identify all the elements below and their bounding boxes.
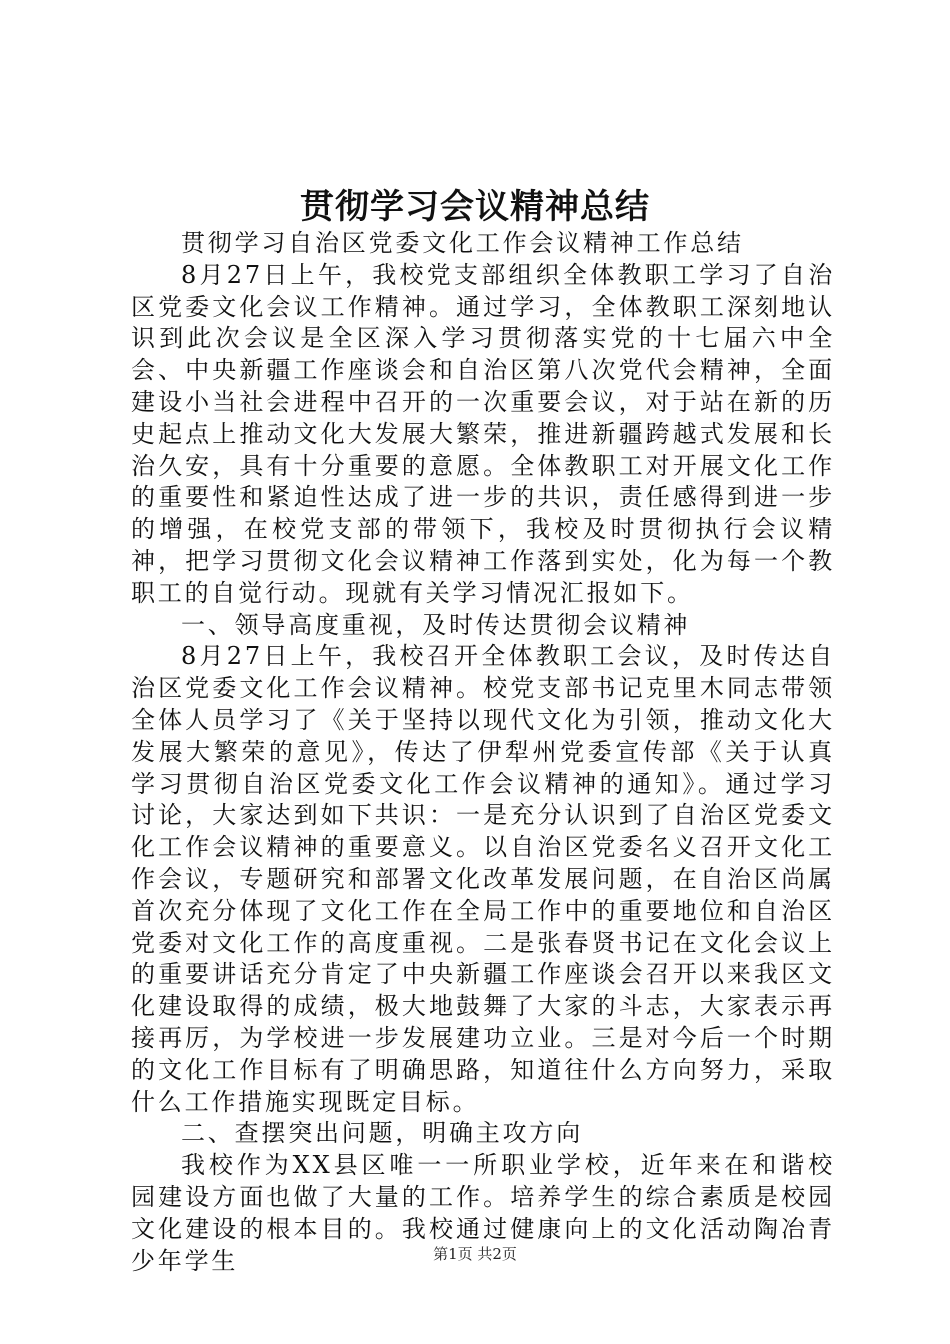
intro-paragraph: 8月27日上午，我校党支部组织全体教职工学习了自治区党委文化会议工作精神。通过学习，全体教职工深刻地认识到此次会议是全区深入学习贯彻落实党的十七届六中全会、中央新疆工作座谈会和自治区第八次党代会精神，全面建设小当社会进程中召开的一次重要会议，对于站在新的历史起点上推动文化大发展大繁荣，推进新疆跨越式发展和长治久安，具有十分重要的意愿。全体教职工对开展文化工作的重要性和紧迫性达成了进一步的共识，责任感得到进一步的增强，在校党支部的带领下，我校及时贯彻执行会议精神，把学习贯彻文化会议精神工作落到实处，化为每一个教职工的自觉行动。现就有关学习情况汇报如下。 (131, 260, 835, 607)
document-body (131, 228, 835, 1277)
section-heading-2: 二、查摆突出问题，明确主攻方向 (181, 1119, 583, 1148)
section-heading-1: 一、领导高度重视，及时传达贯彻会议精神 (181, 610, 691, 639)
section-2-paragraph: 我校作为XX县区唯一一所职业学校，近年来在和谐校园建设方面也做了大量的工作。培养学生的综合素质是校园文化建设的根本目的。我校通过健康向上的文化活动陶冶青少年学生 (131, 1151, 835, 1275)
section-1-paragraph: 8月27日上午，我校召开全体教职工会议，及时传达自治区党委文化工作会议精神。校党支部书记克里木同志带领全体人员学习了《关于坚持以现代文化为引领，推动文化大发展大繁荣的意见》，传达了伊犁州党委宣传部《关于认真学习贯彻自治区党委文化工作会议精神的通知》。通过学习讨论，大家达到如下共识：一是充分认识到了自治区党委文化工作会议精神的重要意义。以自治区党委名义召开文化工作会议，专题研究和部署文化改革发展问题，在自治区尚属首次充分体现了文化工作在全局工作中的重要地位和自治区党委对文化工作的高度重视。二是张春贤书记在文化会议上的重要讲话充分肯定了中央新疆工作座谈会召开以来我区文化建设取得的成绩，极大地鼓舞了大家的斗志，大家表示再接再厉，为学校进一步发展建功立业。三是对今后一个时期的文化工作目标有了明确思路，知道往什么方向努力，采取什么工作措施实现既定目标。 (131, 642, 835, 1116)
document-title: 贯彻学习会议精神总结 (300, 187, 650, 227)
page-number-footer: 第1页 共2页 (433, 1245, 517, 1263)
subtitle-paragraph: 贯彻学习自治区党委文化工作会议精神工作总结 (181, 229, 744, 257)
